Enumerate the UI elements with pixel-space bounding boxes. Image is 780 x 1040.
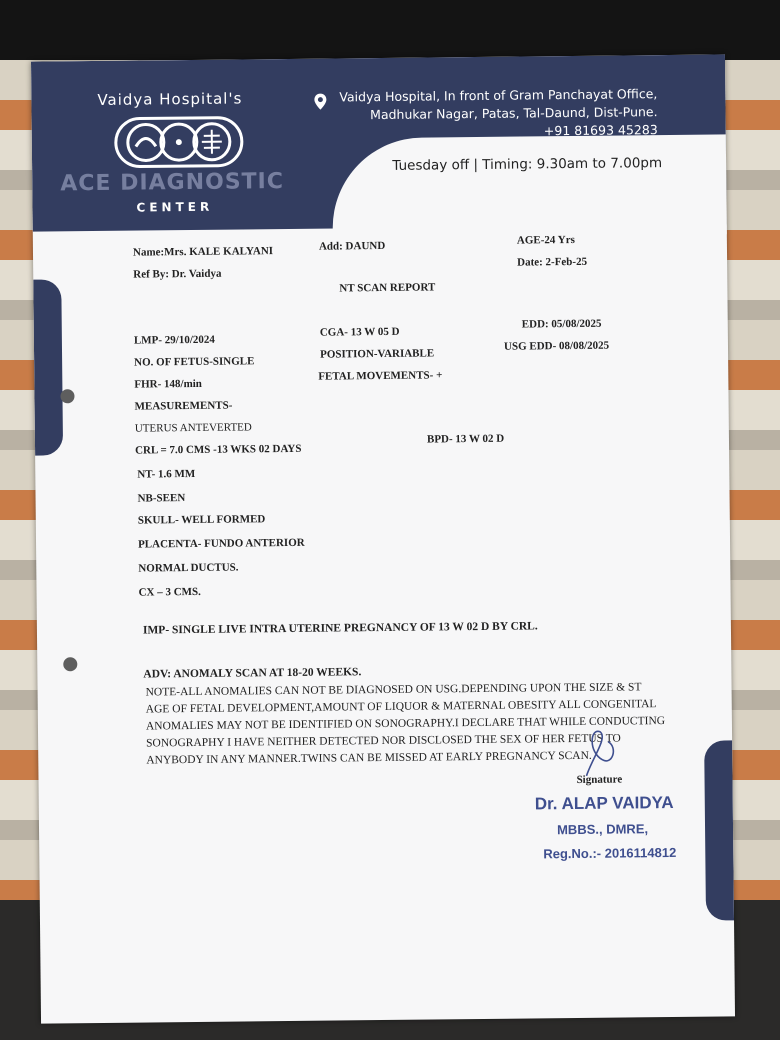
phone-number: +91 81693 45283 xyxy=(543,122,658,139)
nasal-bone: NB-SEEN xyxy=(137,492,186,505)
punch-hole xyxy=(60,389,74,403)
fhr: FHR- 148/min xyxy=(134,377,202,391)
fetus-count: NO. OF FETUS-SINGLE xyxy=(134,355,255,369)
nt: NT- 1.6 MM xyxy=(137,467,196,481)
header-curve xyxy=(332,134,733,238)
signature-label: Signature xyxy=(576,773,623,786)
address-line-2: Madhukar Nagar, Patas, Tal-Daund, Dist-Pune. xyxy=(370,104,658,123)
usg-edd: USG EDD- 08/08/2025 xyxy=(503,339,610,353)
lmp: LMP- 29/10/2024 xyxy=(133,333,215,347)
patient-name: Name:Mrs. KALE KALYANI xyxy=(132,245,274,259)
doctor-degree: MBBS., DMRE, xyxy=(556,821,649,838)
hospital-address xyxy=(297,85,658,143)
hospital-name: Vaidya Hospital's xyxy=(97,89,243,109)
report-date: Date: 2-Feb-25 xyxy=(517,255,588,269)
report-title: NT SCAN REPORT xyxy=(339,281,436,295)
doctor-name: Dr. ALAP VAIDYA xyxy=(534,792,674,814)
doctor-registration: Reg.No.:- 2016114812 xyxy=(543,844,677,862)
measurements-heading: MEASUREMENTS- xyxy=(134,399,233,413)
signature-scribble xyxy=(578,728,623,780)
report-sheet xyxy=(31,54,735,1023)
uterus: UTERUS ANTEVERTED xyxy=(134,421,252,435)
patient-age: AGE-24 Yrs xyxy=(516,233,575,247)
right-side-tab xyxy=(704,740,734,920)
cervix: CX – 3 CMS. xyxy=(138,585,201,599)
fetal-position: POSITION-VARIABLE xyxy=(320,347,435,361)
cga: CGA- 13 W 05 D xyxy=(319,325,400,339)
ductus: NORMAL DUCTUS. xyxy=(138,561,239,575)
center-name: ACE DIAGNOSTIC xyxy=(60,169,285,197)
edd: EDD: 05/08/2025 xyxy=(521,317,602,331)
address-line-1: Vaidya Hospital, In front of Gram Panchayat Office, xyxy=(339,86,658,105)
impression: IMP- SINGLE LIVE INTRA UTERINE PREGNANCY OF 13 W 02 D BY CRL. xyxy=(142,620,538,637)
fetal-movements: FETAL MOVEMENTS- + xyxy=(318,369,443,383)
referred-by: Ref By: Dr. Vaidya xyxy=(133,267,222,281)
bpd: BPD- 13 W 02 D xyxy=(426,432,505,446)
crl: CRL = 7.0 CMS -13 WKS 02 DAYS xyxy=(134,442,302,457)
disclaimer-note: NOTE-ALL ANOMALIES CAN NOT BE DIAGNOSED ON USG.DEPENDING UPON THE SIZE & ST AGE OF FETAL DEVELOPMENT,AMOUNT OF LIQUOR & MATERNAL OBESITY ALL CONGENITAL ANOMALIES MAY NOT BE IDENTIFIED ON SONOGRAPHY.I DECLARE THAT WHILE CONDUCTING SONOGRAPHY I HAVE NEITHER DETECTED NOR DISCLOSED THE SEX OF HER FETUS TO ANYBODY IN ANY MANNER.TWINS CAN BE MISSED AT EARLY PREGNANCY SCAN. xyxy=(145,681,666,767)
left-side-tab xyxy=(33,279,63,455)
timing-info: Tuesday off | Timing: 9.30am to 7.00pm xyxy=(392,155,663,174)
center-sub: CENTER xyxy=(136,199,214,215)
advice: ADV: ANOMALY SCAN AT 18-20 WEEKS. xyxy=(143,666,362,681)
punch-hole xyxy=(63,657,77,671)
patient-address: Add: DAUND xyxy=(318,239,386,253)
ace-logo-icon xyxy=(114,115,245,168)
skull: SKULL- WELL FORMED xyxy=(137,513,266,527)
placenta: PLACENTA- FUNDO ANTERIOR xyxy=(137,536,305,551)
